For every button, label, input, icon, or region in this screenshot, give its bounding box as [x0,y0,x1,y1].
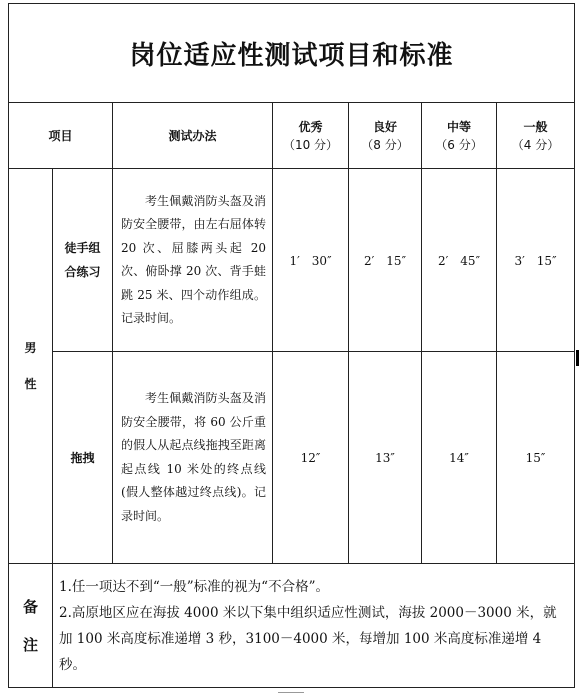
row-name-line: 合练习 [64,265,101,279]
grade-name: 一般 [523,119,548,134]
grade-points: （10 分） [282,137,339,152]
row-method-drag [113,352,272,563]
method-text: 考生佩戴消防头盔及消防安全腰带，由左右屈体转 20 次、屈膝两头起 20 次、俯卧撑 20 次、背手蛙跳 25 米、四个动作组成。记录时间。 [121,193,266,325]
remarks-label-char: 注 [22,635,38,654]
row-name-freehand-exercise [53,169,112,351]
header-item: 项目 [48,128,73,143]
remarks-content [53,564,574,687]
row-value-average: 3′ 15″ [514,253,557,268]
row-value-medium: 14″ [449,450,469,465]
header-grade-excellent [273,103,348,168]
row-name-drag: 拖拽 [70,450,95,465]
row-name-line: 徒手组 [64,241,101,255]
grade-points: （6 分） [435,137,483,152]
group-label-male [9,169,52,563]
grade-name: 良好 [372,119,397,134]
grade-points: （8 分） [361,137,409,152]
row-value-good: 13″ [375,450,395,465]
grade-points: （4 分） [511,137,560,152]
header-grade-average [497,103,574,168]
header-grade-medium [422,103,496,168]
page-title: 岗位适应性测试项目和标准 [129,40,454,71]
row-value-average: 15″ [525,450,546,465]
header-method: 测试办法 [168,128,217,143]
row-value-excellent: 12″ [300,450,321,465]
row-value-medium: 2′ 45″ [437,253,481,268]
page-edge-marker [576,350,579,366]
header-grade-good [349,103,421,168]
group-label-char: 男 [24,341,37,355]
row-value-good: 2′ 15″ [363,253,407,268]
page-bottom-marker [278,692,304,693]
row-value-excellent: 1′ 30″ [289,253,332,268]
grade-name: 中等 [446,119,471,134]
remarks-label [9,564,52,687]
remarks-label-char: 备 [22,597,38,616]
grade-name: 优秀 [298,119,323,134]
table-border-right [574,3,575,688]
row-method-freehand-exercise [113,169,272,351]
method-text: 考生佩戴消防头盔及消防安全腰带，将 60 公斤重的假人从起点线拖拽至距离起点线 10 米处的终点线(假人整体越过终点线)。记录时间。 [121,391,266,523]
table-border-bottom [8,687,575,688]
group-label-char: 性 [24,377,37,391]
remark-note-1: 1.任一项达不到“一般”标准的视为“不合格”。 [59,578,329,595]
remark-note-2: 2.高原地区应在海拔 4000 米以下集中组织适应性测试，海拔 2000－3000 米，就加 100 米高度标准递增 3 秒，3100－4000 米，每增加 100 米高度标准递增 4 秒。 [59,604,557,673]
